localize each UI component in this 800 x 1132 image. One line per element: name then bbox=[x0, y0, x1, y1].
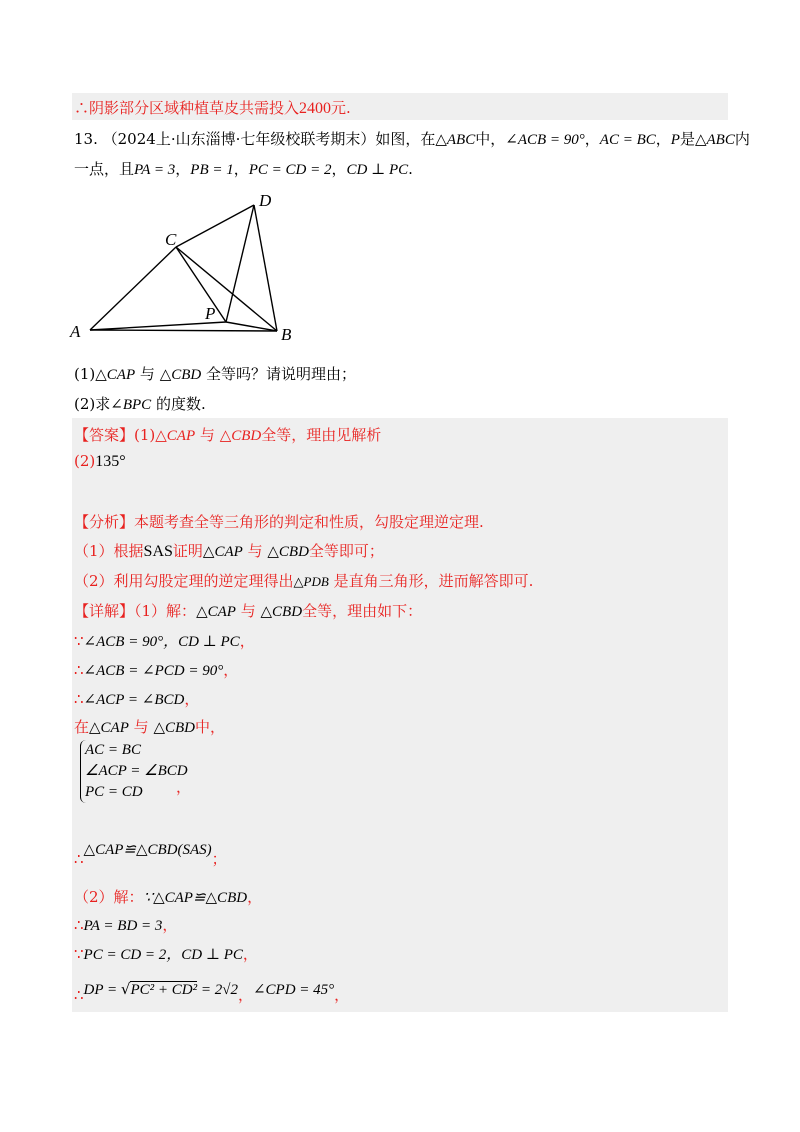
system-end: ， bbox=[176, 778, 192, 796]
detail-label: 【详解】 bbox=[74, 602, 135, 620]
problem-line-1: 13. （2024上·山东淄博·七年级校联考期末）如图，在△ABC中，∠ACB = 90°，AC = BC，P是△ABC内 bbox=[74, 130, 750, 148]
segment-ac bbox=[90, 247, 176, 330]
segment-pd bbox=[226, 205, 254, 322]
analysis-step-2: （2）利用勾股定理的逆定理得出△PDB 是直角三角形，进而解答即可. bbox=[74, 572, 534, 590]
segment-cd bbox=[176, 205, 254, 247]
detail-line-1: 【详解】（1）解：△CAP 与 △CBD全等，理由如下： bbox=[74, 602, 423, 620]
label-b: B bbox=[281, 325, 292, 344]
detail-since-1: ∵∠ACB = 90°，CD ⊥ PC， bbox=[74, 632, 255, 650]
detail-thus-3: ∴△CAP≌△CBD(SAS)； bbox=[74, 842, 227, 868]
label-d: D bbox=[259, 191, 272, 210]
question-1: (1)△CAP 与 △CBD 全等吗？请说明理由； bbox=[74, 365, 357, 383]
detail-thus-1: ∴∠ACB = ∠PCD = 90°， bbox=[74, 661, 239, 679]
segment-ab bbox=[90, 330, 277, 331]
segment-pc bbox=[176, 247, 226, 322]
problem-line-2: 一点，且PA = 3，PB = 1，PC = CD = 2，CD ⊥ PC. bbox=[74, 160, 413, 178]
detail-in-line: 在△CAP 与 △CBD中， bbox=[74, 718, 226, 736]
system-eq-3: PC = CD bbox=[85, 784, 143, 800]
detail-thus-5: ∴DP = √PC² + CD² = 2√2，∠CPD = 45°， bbox=[74, 980, 350, 1004]
answer-line-2: (2)135° bbox=[74, 452, 126, 470]
detail-thus-2: ∴∠ACP = ∠BCD， bbox=[74, 690, 200, 708]
analysis-label: 【分析】 bbox=[74, 513, 135, 531]
system-eq-1: AC = BC bbox=[85, 742, 141, 758]
question-2: (2)求∠BPC 的度数. bbox=[74, 395, 206, 413]
system-eq-2: ∠ACP = ∠BCD bbox=[85, 763, 188, 779]
answer-label: 【答案】 bbox=[74, 426, 135, 444]
segment-pb bbox=[226, 322, 277, 331]
equation-system bbox=[80, 740, 188, 803]
problem-number: 13. bbox=[74, 130, 98, 148]
label-c: C bbox=[165, 230, 177, 249]
segment-db bbox=[254, 205, 277, 331]
detail-part-2: （2）解：∵△CAP≌△CBD， bbox=[74, 888, 263, 906]
geometry-figure bbox=[60, 185, 310, 350]
sqrt-sign: √ bbox=[120, 980, 131, 998]
answer-line-1: 【答案】(1)△CAP 与 △CBD全等，理由见解析 bbox=[74, 426, 382, 444]
detail-thus-4: ∴PA = BD = 3， bbox=[74, 916, 178, 934]
analysis-line: 【分析】本题考查全等三角形的判定和性质，勾股定理逆定理. bbox=[74, 513, 484, 531]
label-a: A bbox=[70, 322, 81, 341]
prev-conclusion: ∴阴影部分区域种植草皮共需投入2400元. bbox=[74, 99, 351, 117]
label-p: P bbox=[205, 304, 216, 323]
detail-since-2: ∵PC = CD = 2，CD ⊥ PC， bbox=[74, 945, 258, 963]
analysis-step-1: （1）根据SAS证明△CAP 与 △CBD全等即可； bbox=[74, 542, 384, 560]
segment-pa bbox=[90, 322, 226, 330]
